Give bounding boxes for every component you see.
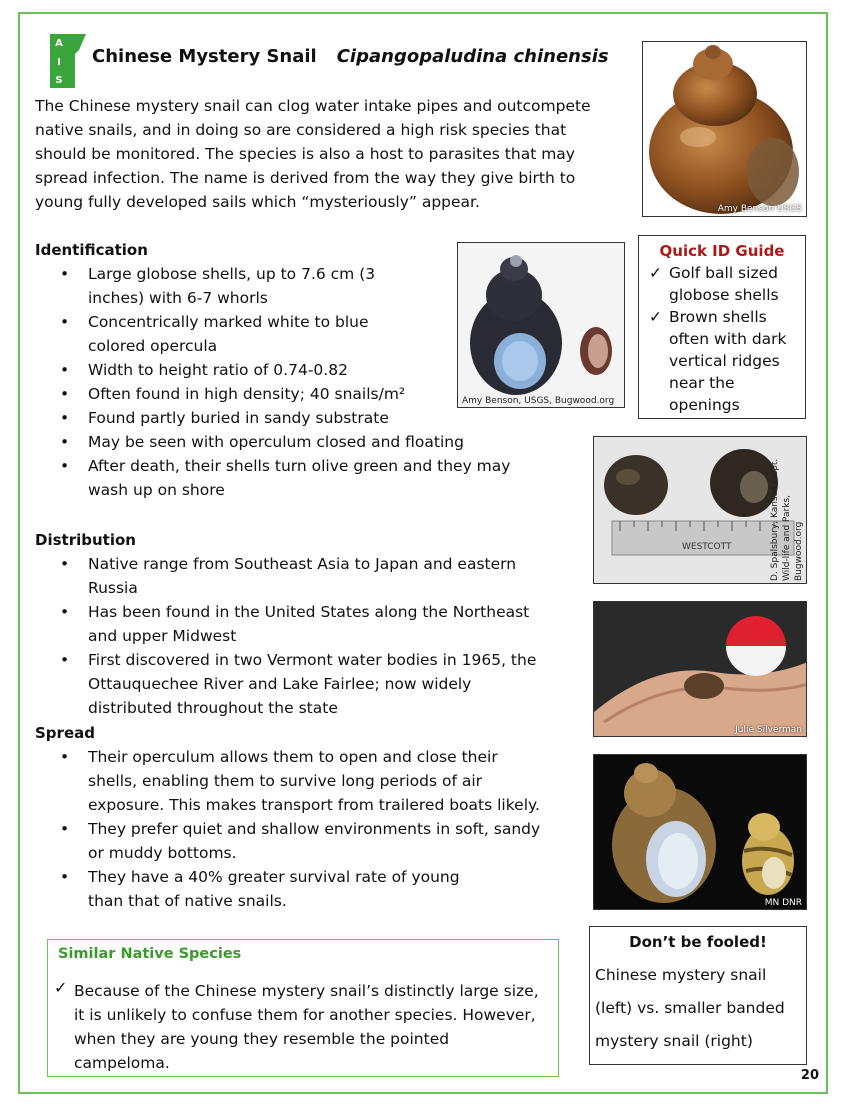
list-item: • Found partly buried in sandy substrate [35, 406, 465, 430]
identification-heading: Identification [35, 241, 148, 259]
list-item: ✓ Brown shells often with dark vertical ridges near the openings [647, 306, 797, 416]
list-item: • Their operculum allows them to open and close their shells, enabling them to survive long periods of air exposure. This makes transport from trailered boats likely. [35, 745, 545, 817]
shell-comparison-image [594, 755, 807, 910]
list-item: • Often found in high density; 40 snails/m² [35, 382, 465, 406]
snail-photo-4 [593, 601, 807, 737]
snail-photo-2 [457, 242, 625, 408]
list-item: • Native range from Southeast Asia to Japan and eastern Russia [35, 552, 565, 600]
list-item: • Width to height ratio of 0.74-0.82 [35, 358, 465, 382]
logo-letter-i: I [57, 57, 61, 68]
ais-logo [46, 34, 86, 88]
list-item: • Concentrically marked white to blue colored opercula [35, 310, 428, 358]
hand-with-ball-image [594, 602, 807, 737]
common-name: Chinese Mystery Snail [92, 46, 317, 67]
photo-credit: D. Spalsbury, Kansas Dept. Wild-life and Parks, Bugwood.org [770, 458, 804, 581]
intro-paragraph: The Chinese mystery snail can clog water intake pipes and outcompete native snails, and in doing so are considered a high risk species that should be monitored. The species is also a host to parasites that may spread infection. The name is derived from the way they give birth to young fully developed sails which “mysteriously” appear. [35, 97, 591, 211]
spread-list [35, 745, 545, 913]
distribution-heading: Distribution [35, 531, 136, 549]
page-number: 20 [800, 1068, 819, 1083]
similar-text: Because of the Chinese mystery snail’s distinctly large size, it is unlikely to confuse them for another species. However, when they are young they resemble the pointed campeloma. [74, 982, 539, 1072]
snail-photo-3 [593, 436, 807, 584]
quick-id-guide [638, 235, 806, 419]
fooled-heading: Don’t be fooled! [629, 933, 767, 951]
dont-be-fooled-box [589, 926, 807, 1065]
list-item: • They prefer quiet and shallow environments in soft, sandy or muddy bottoms. [35, 817, 548, 865]
brown-snail-image [643, 42, 807, 217]
dark-snail-image [458, 243, 625, 408]
photo-credit: Julie Silverman [735, 725, 802, 735]
snail-photo-1 [642, 41, 807, 217]
quick-id-heading: Quick ID Guide [659, 242, 785, 260]
similar-heading: Similar Native Species [58, 946, 242, 962]
list-item: • After death, their shells turn olive green and they may wash up on shore [35, 454, 548, 502]
photo-credit: Amy Benson, USGS, Bugwood.org [462, 396, 615, 406]
ruler-label: WESTCOTT [682, 542, 732, 552]
list-item: ✓ Golf ball sized globose shells [647, 262, 797, 306]
distribution-list [35, 552, 565, 720]
logo-letter-a: A [55, 38, 63, 49]
scientific-name: Cipangopaludina chinensis [336, 46, 609, 67]
list-item: • First discovered in two Vermont water bodies in 1965, the Ottauquechee River and Lake Fairlee; now widely distributed throughout the state [35, 648, 548, 720]
logo-letter-s: S [55, 75, 63, 86]
similar-species-box [47, 939, 559, 1077]
photo-credit: Amy Benson USGS [717, 204, 802, 214]
page-title [92, 46, 609, 67]
list-item: • May be seen with operculum closed and floating [35, 430, 588, 454]
spread-heading: Spread [35, 724, 95, 742]
fooled-text: Chinese mystery snail (left) vs. smaller banded mystery snail (right) [595, 966, 785, 1050]
list-item: • They have a 40% greater survival rate of young than that of native snails. [35, 865, 488, 913]
photo-credit: MN DNR [764, 898, 802, 908]
snail-photo-5 [593, 754, 807, 910]
list-item: • Large globose shells, up to 7.6 cm (3 inches) with 6-7 whorls [35, 262, 388, 310]
list-item: • Has been found in the United States along the Northeast and upper Midwest [35, 600, 548, 648]
checkmark-icon: ✓ [54, 978, 68, 997]
identification-list [35, 262, 511, 502]
